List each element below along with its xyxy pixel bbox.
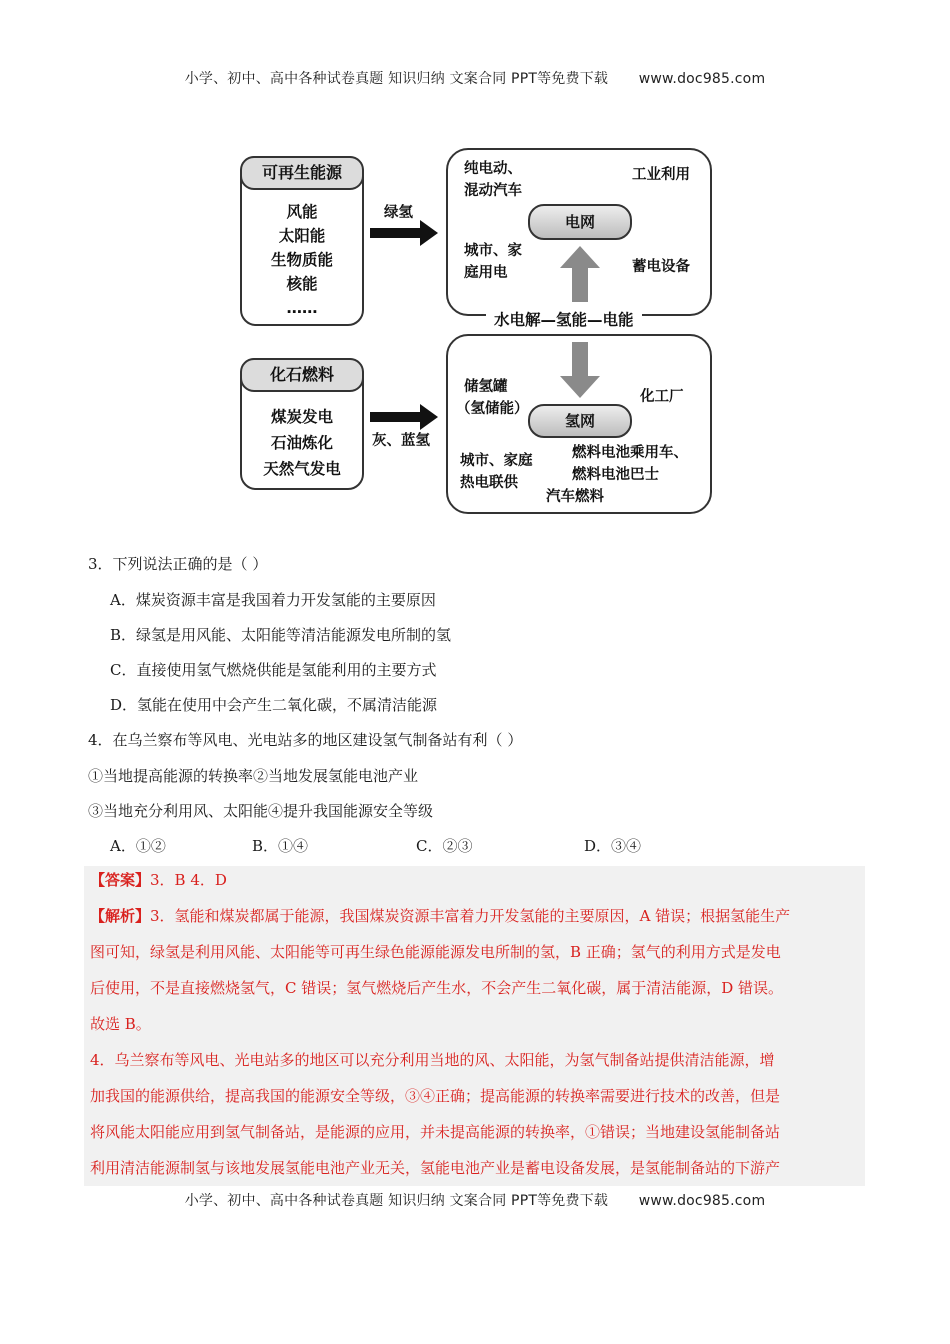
question-3-stem: 3．下列说法正确的是（ ） — [88, 555, 268, 573]
renewable-item: …… — [286, 299, 318, 317]
fossil-fuel-list — [242, 404, 362, 482]
fossil-fuel-title: 化石燃料 — [240, 358, 364, 392]
analysis-tag: 【解析】 — [90, 907, 151, 925]
diagram-label: 汽车燃料 — [546, 489, 604, 505]
right-arrow-icon — [370, 404, 440, 432]
footer-text: 小学、初中、高中各种试卷真题 知识归纳 文案合同 PPT等免费下载 — [184, 1193, 609, 1209]
analysis-line: 后使用，不是直接燃烧氢气，C 错误；氢气燃烧后产生水，不会产生二氧化碳，属于清洁能源，D 错误。 — [90, 979, 784, 997]
analysis-body — [90, 898, 865, 1186]
diagram-label: 热电联供 — [460, 475, 518, 491]
renewable-energy-box — [240, 156, 364, 326]
analysis-line: 4．乌兰察布等风电、光电站多的地区可以充分利用当地的风、太阳能，为氢气制备站提供清洁能源，增 — [90, 1051, 775, 1069]
power-grid-label: 电网 — [564, 213, 595, 231]
analysis-line: 加我国的能源供给，提高我国的能源安全等级，③④正确；提高能源的转换率需要进行技术的改善，但是 — [90, 1087, 781, 1105]
fossil-fuel-box — [240, 358, 364, 490]
hydrogen-grid-label: 氢网 — [564, 412, 595, 430]
diagram-label: 城市、家 — [464, 243, 522, 259]
page-footer — [0, 1190, 950, 1210]
electrolysis-chain-label: 水电解—氢能—电能 — [486, 308, 642, 330]
hydrogen-grid-node — [528, 404, 632, 438]
renewable-energy-title: 可再生能源 — [240, 156, 364, 190]
fossil-item: 煤炭发电 — [270, 408, 333, 426]
diagram-label: 蓄电设备 — [632, 259, 690, 275]
question-3-option-b[interactable]: B．绿氢是用风能、太阳能等清洁能源发电所制的氢 — [110, 626, 452, 644]
diagram-label: 混动汽车 — [464, 183, 522, 199]
diagram-label: 燃料电池巴士 — [572, 467, 659, 483]
footer-site-link[interactable]: www.doc985.com — [638, 1193, 766, 1209]
up-arrow-icon — [558, 246, 602, 304]
fossil-item: 石油炼化 — [270, 434, 333, 452]
question-4-option-d[interactable]: D．③④ — [584, 837, 642, 855]
renewable-item: 核能 — [286, 275, 318, 293]
fossil-item: 天然气发电 — [263, 460, 341, 478]
question-4-statements: ③当地充分利用风、太阳能④提升我国能源安全等级 — [88, 802, 434, 820]
renewable-energy-list — [242, 200, 362, 320]
page-header — [0, 68, 950, 88]
question-4-option-a[interactable]: A．①② — [110, 837, 166, 855]
question-4-stem: 4．在乌兰察布等风电、光电站多的地区建设氢气制备站有利（ ） — [88, 731, 523, 749]
diagram-label: 纯电动、 — [464, 161, 522, 177]
question-3-option-d[interactable]: D．氢能在使用中会产生二氧化碳，不属清洁能源 — [110, 696, 438, 714]
power-grid-node — [528, 204, 632, 240]
analysis-line: 图可知，绿氢是利用风能、太阳能等可再生绿色能源能源发电所制的氢，B 正确；氢气的利用方式是发电 — [90, 943, 781, 961]
analysis-line: 3．氢能和煤炭都属于能源，我国煤炭资源丰富着力开发氢能的主要原因，A 错误；根据氢能生产 — [150, 907, 791, 925]
question-3-option-c[interactable]: C．直接使用氢气燃烧供能是氢能利用的主要方式 — [110, 661, 437, 679]
answer-tag: 【答案】 — [90, 871, 151, 889]
diagram-label: 城市、家庭 — [460, 453, 533, 469]
header-text: 小学、初中、高中各种试卷真题 知识归纳 文案合同 PPT等免费下载 — [184, 71, 609, 87]
header-site-link[interactable]: www.doc985.com — [638, 71, 766, 87]
gray-blue-hydrogen-label: 灰、蓝氢 — [372, 433, 430, 449]
diagram-label: （氢储能） — [456, 401, 529, 417]
renewable-item: 生物质能 — [270, 251, 333, 269]
question-4-option-b[interactable]: B．①④ — [252, 837, 309, 855]
analysis-line: 将风能太阳能应用到氢气制备站，是能源的应用，并未提高能源的转换率，①错误；当地建设氢能制备站 — [90, 1123, 781, 1141]
analysis-line: 利用清洁能源制氢与该地发展氢能电池产业无关，氢能电池产业是蓄电设备发展，是氢能制备站的下游产 — [90, 1159, 781, 1177]
question-3-option-a[interactable]: A．煤炭资源丰富是我国着力开发氢能的主要原因 — [110, 591, 436, 609]
diagram-label: 燃料电池乘用车、 — [572, 445, 688, 461]
down-arrow-icon — [558, 342, 602, 400]
answer-text: 3．B 4．D — [150, 871, 227, 889]
question-4-statements: ①当地提高能源的转换率②当地发展氢能电池产业 — [88, 767, 419, 785]
renewable-item: 风能 — [286, 203, 318, 221]
diagram-label: 工业利用 — [632, 167, 690, 183]
hydrogen-energy-diagram — [236, 146, 716, 518]
renewable-item: 太阳能 — [278, 227, 326, 245]
diagram-label: 储氢罐 — [464, 379, 508, 395]
diagram-label: 化工厂 — [640, 389, 684, 405]
question-4-option-c[interactable]: C．②③ — [416, 837, 473, 855]
green-hydrogen-label: 绿氢 — [384, 205, 413, 221]
analysis-line: 故选 B。 — [90, 1015, 151, 1033]
right-arrow-icon — [370, 220, 440, 248]
diagram-label: 庭用电 — [464, 265, 508, 281]
answer-line — [90, 862, 865, 898]
